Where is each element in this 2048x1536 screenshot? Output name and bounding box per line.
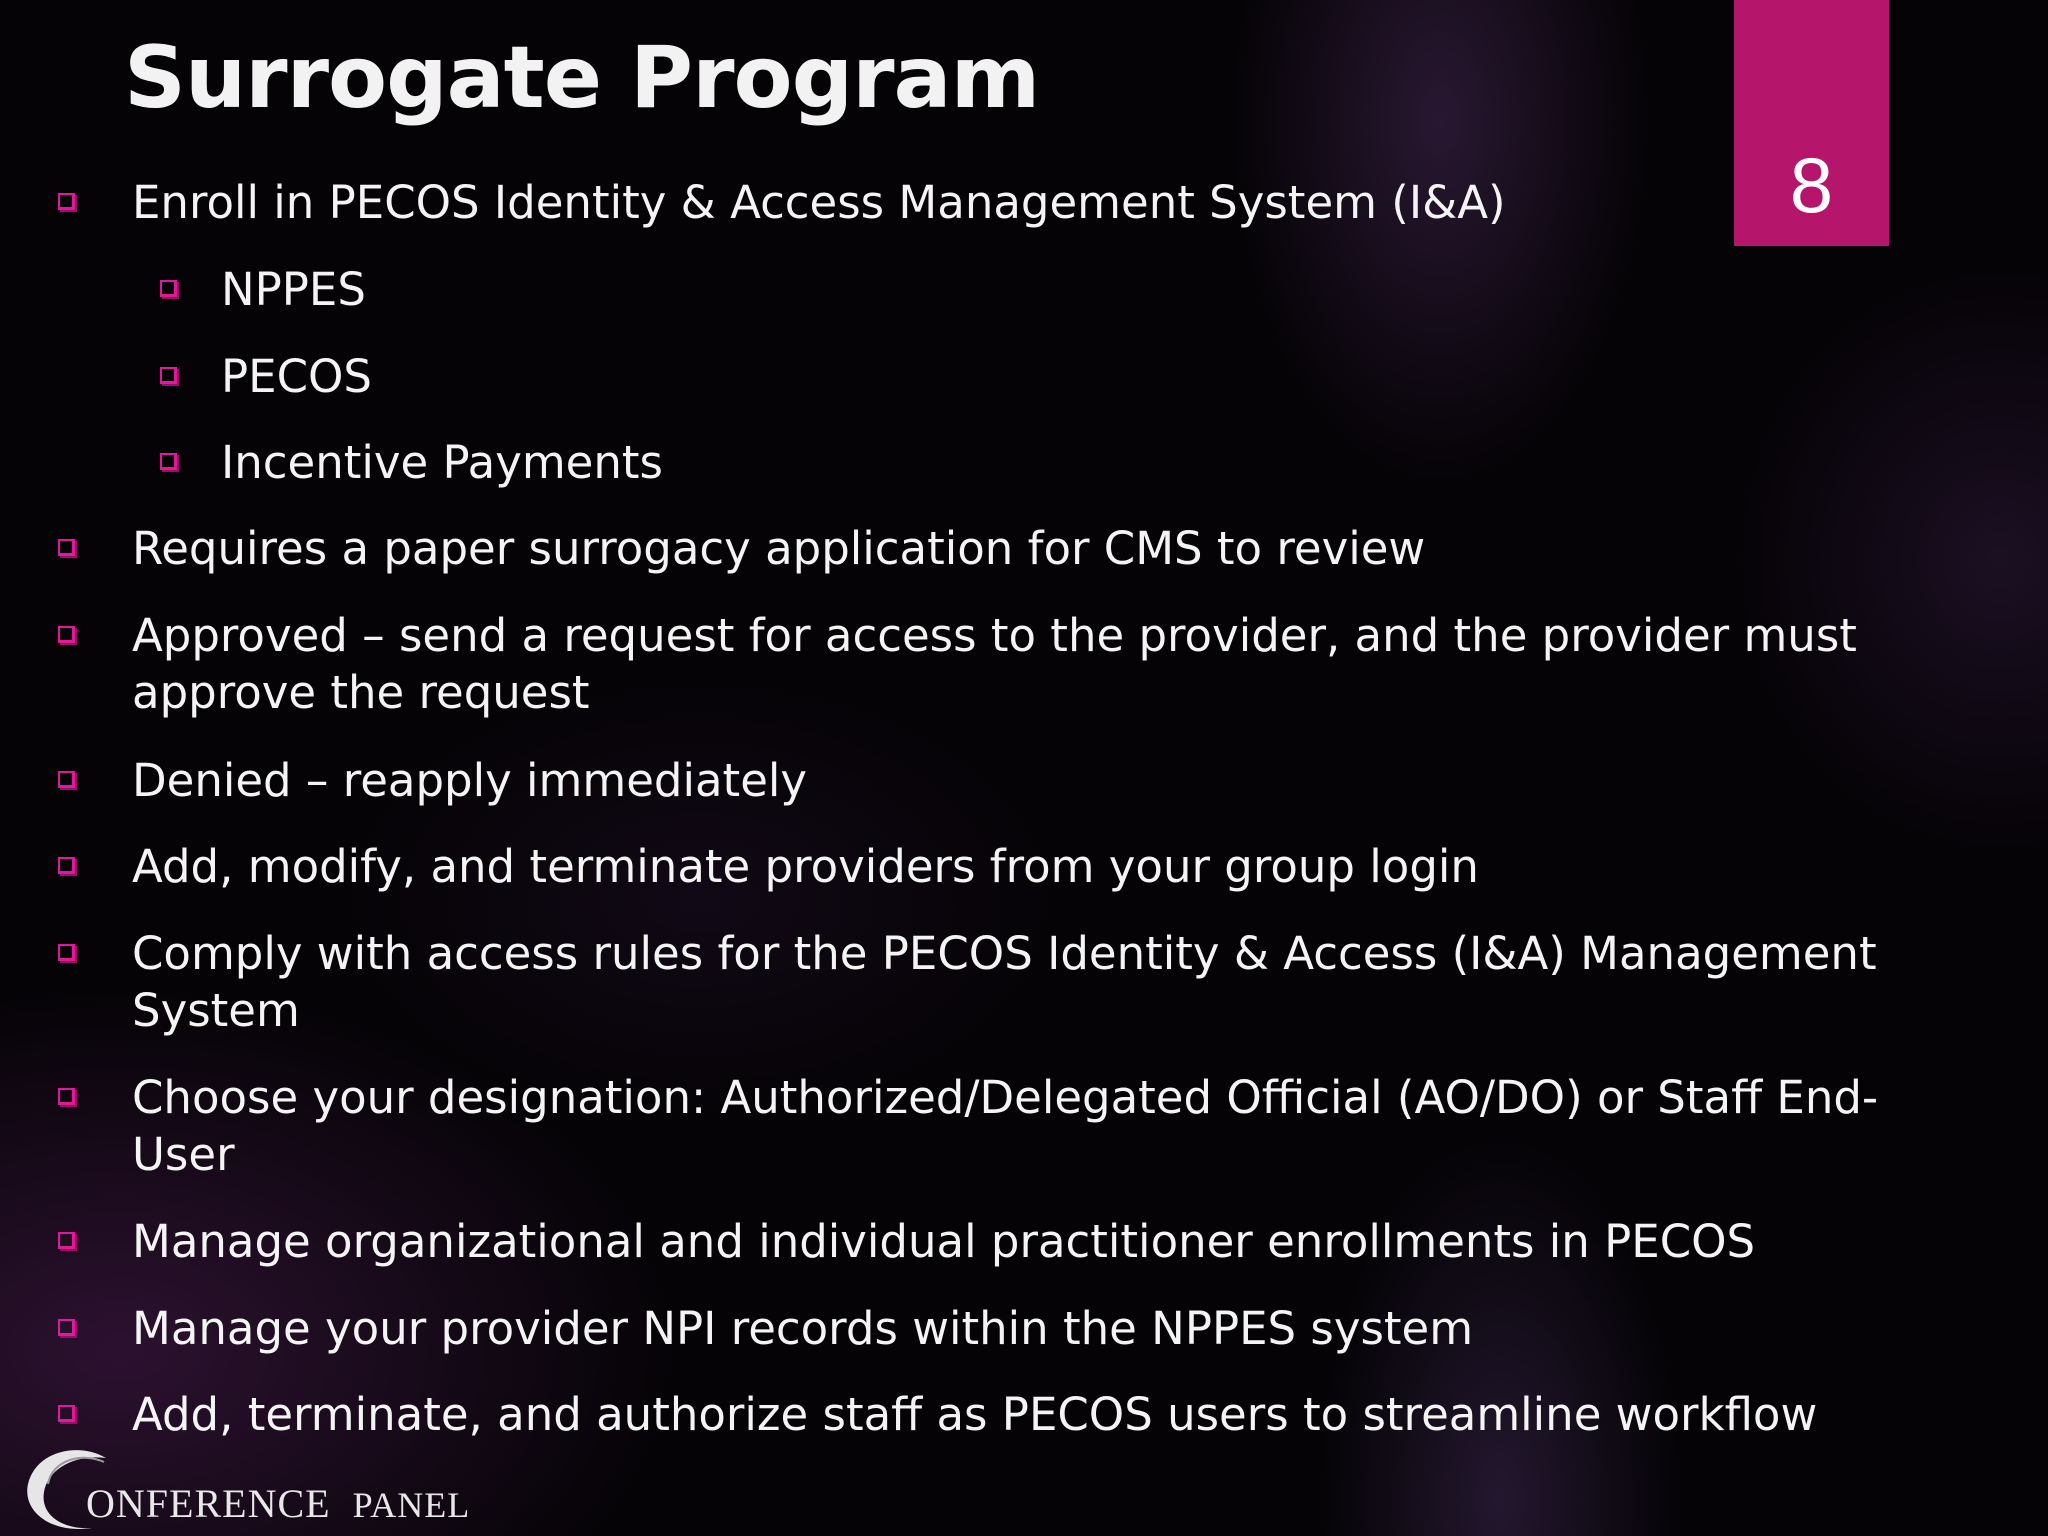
bullet-text: Enroll in PECOS Identity & Access Management System (I&A)	[132, 176, 1506, 229]
bullet-text-continued: User	[132, 1128, 235, 1181]
checkbox-bullet-icon	[58, 944, 75, 961]
bullet-text: Denied – reapply immediately	[132, 754, 808, 807]
bullet-text: Manage your provider NPI records within the NPPES system	[132, 1302, 1474, 1355]
checkbox-bullet-icon	[58, 1405, 75, 1422]
bullet-text-continued: approve the request	[132, 666, 590, 719]
page-number: 8	[1789, 141, 1834, 229]
bullet-text: NPPES	[221, 263, 366, 316]
bullet-text: Incentive Payments	[221, 436, 663, 489]
checkbox-bullet-icon	[58, 626, 75, 643]
bullet-text: Manage organizational and individual practitioner enrollments in PECOS	[132, 1215, 1756, 1268]
logo-word-conference: ONFERENCE	[86, 1481, 331, 1526]
conference-panel-logo	[18, 1440, 498, 1536]
checkbox-bullet-icon	[58, 1319, 75, 1336]
checkbox-bullet-icon	[58, 857, 75, 874]
bullet-text: Add, terminate, and authorize staff as PECOS users to streamline workflow	[132, 1388, 1818, 1441]
bullet-text: Approved – send a request for access to the provider, and the provider must	[132, 609, 1857, 662]
checkbox-bullet-icon	[58, 771, 75, 788]
checkbox-bullet-icon	[58, 539, 75, 556]
bullet-text-continued: System	[132, 984, 300, 1037]
checkbox-bullet-icon	[58, 193, 75, 210]
slide-title: Surrogate Program	[124, 28, 1040, 128]
bullet-text: Requires a paper surrogacy application for CMS to review	[132, 522, 1426, 575]
checkbox-bullet-icon	[160, 453, 177, 470]
logo-word-panel: PANEL	[352, 1485, 471, 1525]
bullet-text: Choose your designation: Authorized/Delegated Official (AO/DO) or Staff End-	[132, 1071, 1879, 1124]
logo-wordmark	[86, 1480, 470, 1527]
checkbox-bullet-icon	[58, 1232, 75, 1249]
bullet-text: Comply with access rules for the PECOS Identity & Access (I&A) Management	[132, 927, 1877, 980]
checkbox-bullet-icon	[160, 280, 177, 297]
checkbox-bullet-icon	[58, 1088, 75, 1105]
bullet-text: PECOS	[221, 350, 372, 403]
bullet-text: Add, modify, and terminate providers from your group login	[132, 840, 1479, 893]
checkbox-bullet-icon	[160, 367, 177, 384]
